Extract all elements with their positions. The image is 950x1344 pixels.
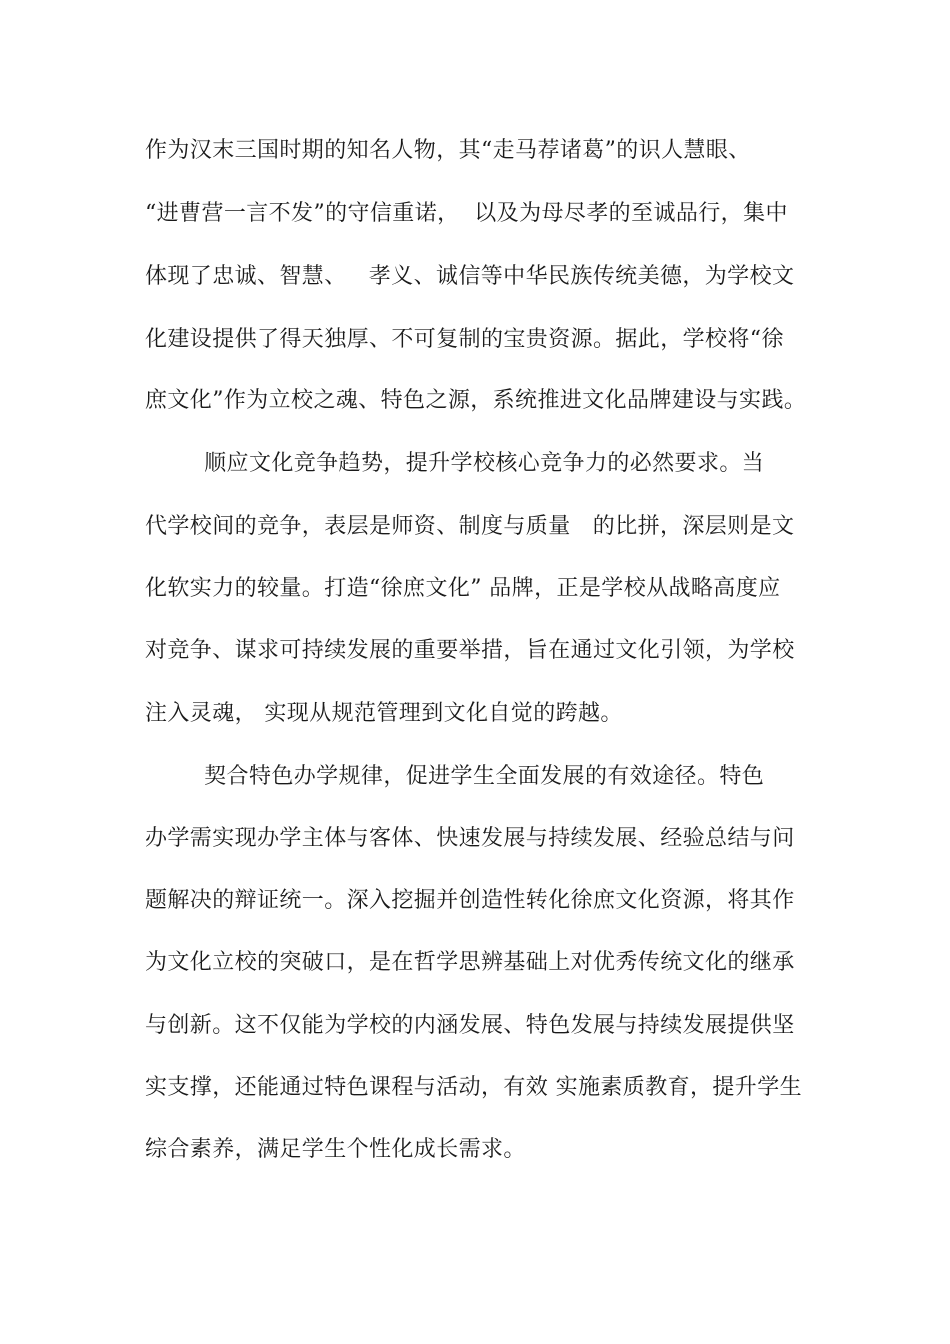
paragraph-first-line: 顺应文化竞争趋势，提升学校核心竞争力的必然要求。当: [145, 451, 765, 476]
text-line: 注入灵魂， 实现从规范管理到文化自觉的跨越。: [145, 701, 623, 726]
text-line: 化软实力的较量。打造“徐庶文化” 品牌，正是学校从战略高度应: [145, 576, 781, 601]
text-line: 化建设提供了得天独厚、不可复制的宝贵资源。据此，学校将“徐: [145, 327, 784, 352]
text-line: “进曹营一言不发”的守信重诺， 以及为母尽孝的至诚品行，集中: [145, 201, 788, 226]
text-line: 实支撑，还能通过特色课程与活动，有效 实施素质教育，提升学生: [145, 1075, 802, 1100]
paragraph-first-line: 契合特色办学规律，促进学生全面发展的有效途径。特色: [145, 764, 765, 789]
text-line: 题解决的辩证统一。深入挖掘并创造性转化徐庶文化资源，将其作: [145, 888, 795, 913]
text-line: 对竞争、谋求可持续发展的重要举措，旨在通过文化引领，为学校: [145, 638, 795, 663]
text-line: 代学校间的竞争，表层是师资、制度与质量 的比拼，深层则是文: [145, 514, 795, 539]
text-line: 为文化立校的突破口，是在哲学思辨基础上对优秀传统文化的继承: [145, 950, 795, 975]
text-line: 办学需实现办学主体与客体、快速发展与持续发展、经验总结与问: [145, 826, 795, 851]
text-line: 综合素养，满足学生个性化成长需求。: [145, 1137, 526, 1162]
text-line: 庶文化”作为立校之魂、特色之源，系统推进文化品牌建设与实践。: [145, 388, 807, 413]
text-line: 体现了忠诚、智慧、 孝义、诚信等中华民族传统美德，为学校文: [145, 264, 795, 289]
text-line: 与创新。这不仅能为学校的内涵发展、特色发展与持续发展提供坚: [145, 1013, 795, 1038]
text-line: 作为汉末三国时期的知名人物，其“走马荐诸葛”的识人慧眼、: [145, 138, 751, 163]
